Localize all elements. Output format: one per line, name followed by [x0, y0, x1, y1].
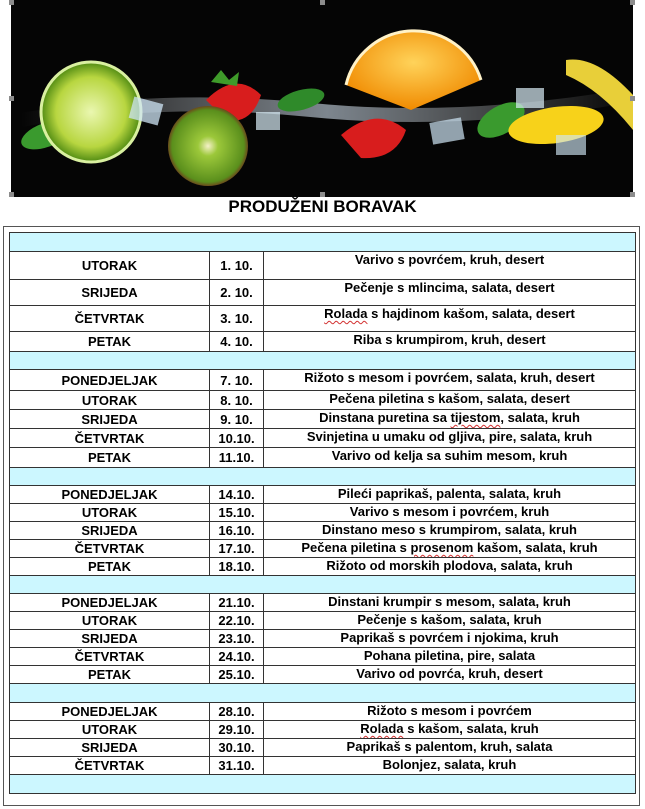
- day-cell: ČETVRTAK: [10, 757, 210, 775]
- date-cell: 21.10.: [210, 594, 264, 612]
- table-row: [10, 648, 636, 666]
- meal-cell: Paprikaš s palentom, kruh, salata: [264, 739, 636, 757]
- table-row: [10, 410, 636, 429]
- table-row: [10, 429, 636, 448]
- resize-handle[interactable]: [320, 0, 325, 5]
- separator-cell: [10, 775, 636, 794]
- meal-cell: Dinstana puretina sa tijestom, salata, kruh: [264, 410, 636, 429]
- week-separator-row: [10, 233, 636, 252]
- date-cell: 8. 10.: [210, 391, 264, 410]
- meal-cell: Dinstano meso s krumpirom, salata, kruh: [264, 522, 636, 540]
- table-row: [10, 522, 636, 540]
- resize-handle[interactable]: [630, 96, 635, 101]
- date-cell: 18.10.: [210, 558, 264, 576]
- meal-cell: Varivo od kelja sa suhim mesom, kruh: [264, 448, 636, 468]
- day-cell: PETAK: [10, 448, 210, 468]
- day-cell: PETAK: [10, 558, 210, 576]
- meal-cell: Dinstani krumpir s mesom, salata, kruh: [264, 594, 636, 612]
- fruit-splash-icon: [11, 0, 633, 197]
- date-cell: 25.10.: [210, 666, 264, 684]
- meal-cell: Rolada s hajdinom kašom, salata, desert: [264, 306, 636, 332]
- separator-cell: [10, 576, 636, 594]
- day-cell: SRIJEDA: [10, 630, 210, 648]
- table-row: [10, 370, 636, 391]
- table-row: [10, 612, 636, 630]
- table-row: [10, 391, 636, 410]
- separator-cell: [10, 352, 636, 370]
- table-row: [10, 757, 636, 775]
- day-cell: SRIJEDA: [10, 522, 210, 540]
- table-row: [10, 666, 636, 684]
- table-row: [10, 504, 636, 522]
- meal-cell: Rižoto s mesom i povrćem, salata, kruh, desert: [264, 370, 636, 391]
- day-cell: PETAK: [10, 332, 210, 352]
- week-separator-row: [10, 352, 636, 370]
- day-cell: PETAK: [10, 666, 210, 684]
- date-cell: 30.10.: [210, 739, 264, 757]
- day-cell: PONEDJELJAK: [10, 486, 210, 504]
- date-cell: 10.10.: [210, 429, 264, 448]
- table-row: [10, 594, 636, 612]
- meal-cell: Rižoto od morskih plodova, salata, kruh: [264, 558, 636, 576]
- fruit-banner-image[interactable]: [11, 0, 633, 197]
- separator-cell: [10, 233, 636, 252]
- meal-cell: Riba s krumpirom, kruh, desert: [264, 332, 636, 352]
- meal-cell: Pečena piletina s prosenom kašom, salata, kruh: [264, 540, 636, 558]
- table-row: [10, 448, 636, 468]
- meal-cell: Pileći paprikaš, palenta, salata, kruh: [264, 486, 636, 504]
- date-cell: 7. 10.: [210, 370, 264, 391]
- table-row: [10, 332, 636, 352]
- date-cell: 16.10.: [210, 522, 264, 540]
- table-row: [10, 703, 636, 721]
- meal-cell: Pečena piletina s kašom, salata, desert: [264, 391, 636, 410]
- table-row: [10, 630, 636, 648]
- meal-cell: Rolada s kašom, salata, kruh: [264, 721, 636, 739]
- day-cell: SRIJEDA: [10, 410, 210, 429]
- resize-handle[interactable]: [9, 96, 14, 101]
- meal-cell: Varivo od povrća, kruh, desert: [264, 666, 636, 684]
- table-row: [10, 306, 636, 332]
- day-cell: UTORAK: [10, 252, 210, 280]
- date-cell: 23.10.: [210, 630, 264, 648]
- day-cell: ČETVRTAK: [10, 648, 210, 666]
- day-cell: UTORAK: [10, 721, 210, 739]
- week-separator-row: [10, 684, 636, 703]
- day-cell: ČETVRTAK: [10, 540, 210, 558]
- week-separator-row: [10, 775, 636, 794]
- meal-cell: Varivo s povrćem, kruh, desert: [264, 252, 636, 280]
- separator-cell: [10, 468, 636, 486]
- date-cell: 3. 10.: [210, 306, 264, 332]
- meal-cell: Svinjetina u umaku od gljiva, pire, salata, kruh: [264, 429, 636, 448]
- table-row: [10, 252, 636, 280]
- day-cell: ČETVRTAK: [10, 306, 210, 332]
- meal-cell: Rižoto s mesom i povrćem: [264, 703, 636, 721]
- table-row: [10, 721, 636, 739]
- date-cell: 29.10.: [210, 721, 264, 739]
- day-cell: UTORAK: [10, 391, 210, 410]
- date-cell: 9. 10.: [210, 410, 264, 429]
- date-cell: 28.10.: [210, 703, 264, 721]
- meal-cell: Pečenje s kašom, salata, kruh: [264, 612, 636, 630]
- day-cell: PONEDJELJAK: [10, 370, 210, 391]
- table-row: [10, 558, 636, 576]
- page-title: PRODUŽENI BORAVAK: [228, 197, 417, 216]
- day-cell: UTORAK: [10, 504, 210, 522]
- date-cell: 14.10.: [210, 486, 264, 504]
- date-cell: 2. 10.: [210, 280, 264, 306]
- table-row: [10, 486, 636, 504]
- day-cell: SRIJEDA: [10, 739, 210, 757]
- day-cell: UTORAK: [10, 612, 210, 630]
- date-cell: 24.10.: [210, 648, 264, 666]
- week-separator-row: [10, 468, 636, 486]
- date-cell: 31.10.: [210, 757, 264, 775]
- menu-table: [9, 232, 636, 794]
- meal-cell: Varivo s mesom i povrćem, kruh: [264, 504, 636, 522]
- separator-cell: [10, 684, 636, 703]
- table-row: [10, 739, 636, 757]
- meal-cell: Pohana piletina, pire, salata: [264, 648, 636, 666]
- date-cell: 17.10.: [210, 540, 264, 558]
- table-row: [10, 280, 636, 306]
- day-cell: PONEDJELJAK: [10, 594, 210, 612]
- meal-cell: Bolonjez, salata, kruh: [264, 757, 636, 775]
- week-separator-row: [10, 576, 636, 594]
- resize-handle[interactable]: [9, 0, 14, 5]
- date-cell: 22.10.: [210, 612, 264, 630]
- table-row: [10, 540, 636, 558]
- day-cell: PONEDJELJAK: [10, 703, 210, 721]
- date-cell: 1. 10.: [210, 252, 264, 280]
- date-cell: 11.10.: [210, 448, 264, 468]
- resize-handle[interactable]: [630, 0, 635, 5]
- meal-cell: Paprikaš s povrćem i njokima, kruh: [264, 630, 636, 648]
- meal-cell: Pečenje s mlincima, salata, desert: [264, 280, 636, 306]
- date-cell: 15.10.: [210, 504, 264, 522]
- date-cell: 4. 10.: [210, 332, 264, 352]
- day-cell: SRIJEDA: [10, 280, 210, 306]
- day-cell: ČETVRTAK: [10, 429, 210, 448]
